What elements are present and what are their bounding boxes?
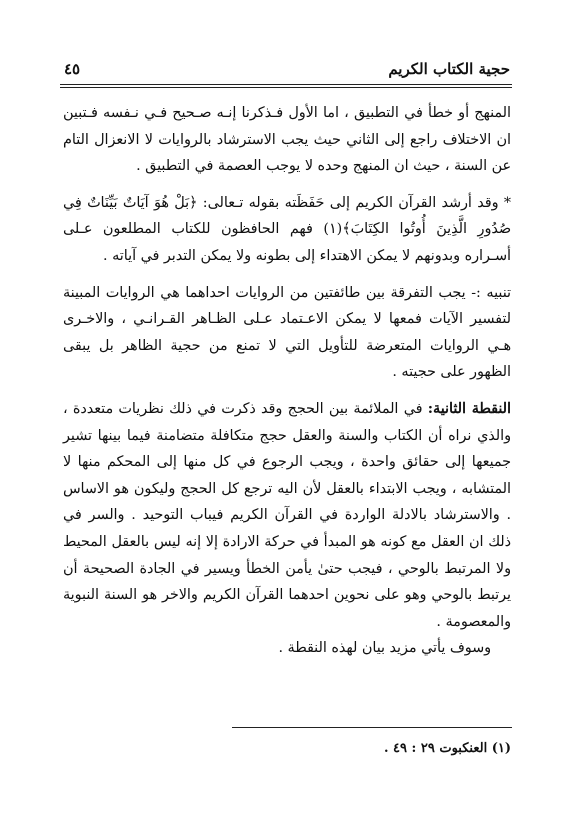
footnote-rule [232, 727, 512, 728]
paragraph-closing: وسوف يأتي مزيد بيان لهذه النقطة . [278, 640, 491, 657]
header-rule-top [60, 84, 512, 85]
point-two-text: في الملائمة بين الحجج وقد ذكرت في ذلك نظريات متعددة ، والذي نراه أن الكتاب والسنة والعقل حجج متكافلة متضامنة فيما بينها تشير جميعها إلى حقائق واحدة ، ويجب الرجوع في كل منها إلى المحكم منها لا المتشابه ، ويجب الابتداء بالعقل لأن اليه ترجع كل الحجج وليكون هو الاساس . والاسترشاد بالادلة الواردة في القرآن الكريم فيباب التوحيد . والسر في ذلك ان العقل مع كونه هو المبدأ في حركة الارادة إلا إنه ليس بالعقل المحيط ولا المرتبط بالوحي ، فيجب حتىٰ يأمن الخطأ ويسير في الجادة الصحيحة أن يرتبط بالوحي وهو على نحوين احدهما القرآن الكريم والاخر هو السنة النبوية والمعصومة . [63, 400, 511, 630]
running-title: حجية الكتاب الكريم [388, 60, 510, 78]
page-header [64, 60, 510, 84]
paragraph-2: * وقد أرشد القرآن الكريم إلى حَفَظَته بقوله تـعالى: ﴿بَلْ هُوَ آيَاتٌ بَيِّنَاتٌ فِي صُدُورِ الَّذِينَ أُوتُوا الكِتَابَ﴾(١) فهم الحافظون للكتاب المطلعون عـلى أسـراره وبدونهم لا يمكن الاهتداء إلى بطونه ولا يمكن التدبر في آياته . [63, 194, 511, 264]
body-text [63, 100, 511, 662]
paragraph-point-two [63, 396, 511, 635]
header-rule-bottom [60, 87, 512, 88]
paragraph-tanbih: تنبيه :- يجب التفرقة بين طائفتين من الروايات احداهما هي الروايات المبينة لتفسير الآيات فمعها لا يمكن الاعـتماد عـلى الظـاهر القـرانـي ، والاخـرى هـي الروايات المتعرضة للتأويل التي لا تمنع من حجية الظاهر بل يبقى الظهور على حجيته . [63, 284, 511, 381]
page-number: ٤٥ [64, 60, 81, 78]
paragraph-1: المنهج أو خطأ في التطبيق ، اما الأول فـذكرنا إنـه صـحيح فـي نـفسه فـتبين ان الاختلاف راجع إلى الثاني حيث يجب الاسترشاد بالروايات لا الانعزال التام عن السنة ، حيث ان المنهج وحده لا يوجب العصمة في التطبيق . [63, 105, 511, 175]
footnote: (١) العنكبوت ٢٩ : ٤٩ . [383, 741, 511, 756]
point-two-label: النقطة الثانية: [427, 400, 511, 417]
